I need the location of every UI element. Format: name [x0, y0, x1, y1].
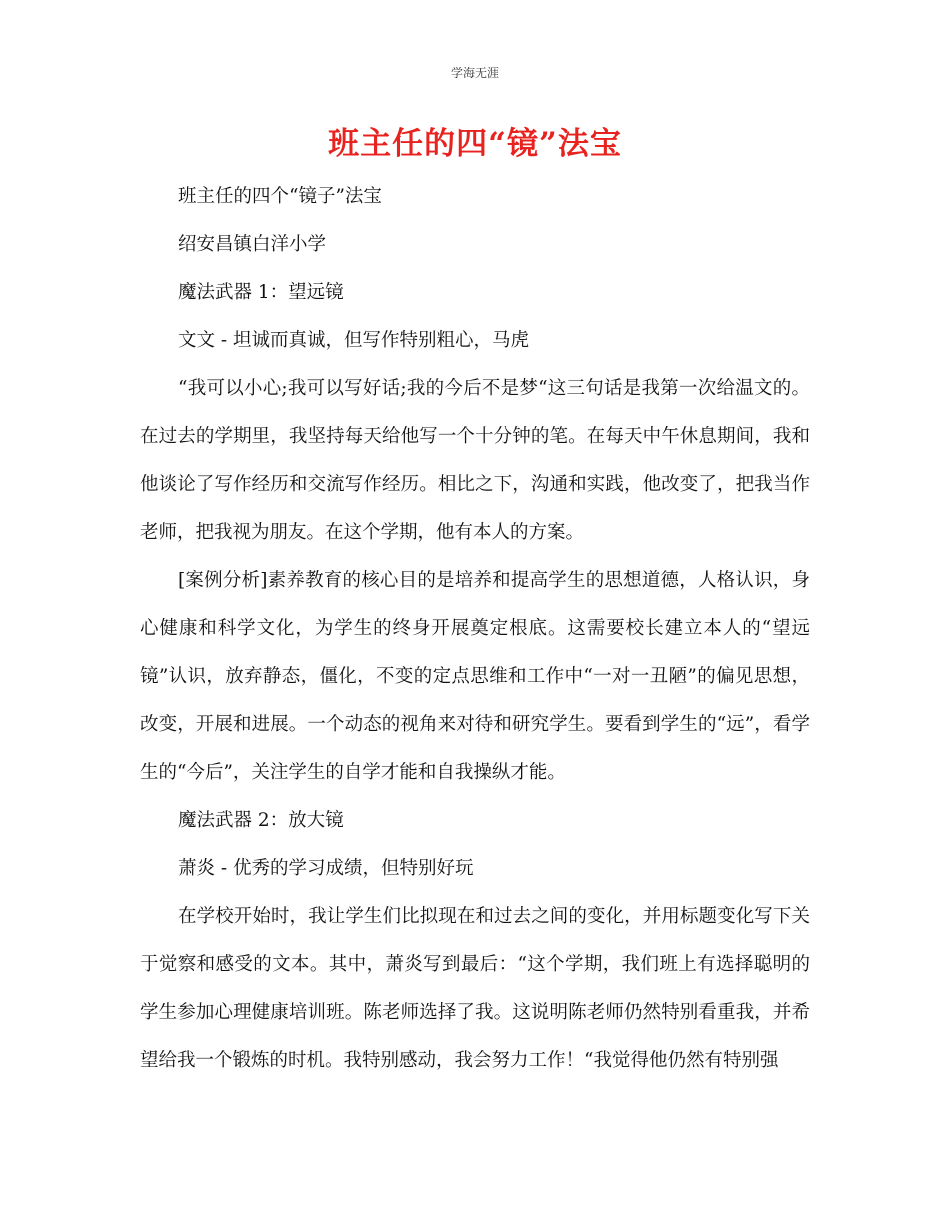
subtitle-paragraph: 班主任的四个“镜子”法宝	[178, 186, 382, 207]
document-body	[140, 173, 810, 1085]
section-heading-2: 魔法武器 2：放大镜	[178, 810, 344, 831]
body-paragraph: 在学校开始时，我让学生们比拟现在和过去之间的变化，并用标题变化写下关于觉察和感受的文本。其中，萧炎写到最后：“这个学期，我们班上有选择聪明的学生参加心理健康培训班。陈老师选择了我。这说明陈老师仍然特别看重我，并希望给我一个锻炼的时机。我特别感动，我会努力工作！“我觉得他仍然有特别强	[140, 906, 810, 1071]
body-paragraph: “我可以小心;我可以写好话;我的今后不是梦“这三句话是我第一次给温文的。在过去的学期里，我坚持每天给他写一个十分钟的笔。在每天中午休息期间，我和他谈论了写作经历和交流写作经历。相比之下，沟通和实践，他改变了，把我当作老师，把我视为朋友。在这个学期，他有本人的方案。	[140, 378, 810, 543]
school-name-paragraph: 绍安昌镇白洋小学	[178, 234, 327, 255]
student-intro-2: 萧炎 - 优秀的学习成绩，但特别好玩	[178, 858, 474, 879]
case-analysis-paragraph: [案例分析]素养教育的核心目的是培养和提高学生的思想道德，人格认识，身心健康和科学文化，为学生的终身开展奠定根底。这需要校长建立本人的“望远镜”认识，放弃静态，僵化，不变的定点思维和工作中“一对一丑陋”的偏见思想，改变，开展和进展。一个动态的视角来对待和研究学生。要看到学生的“远”，看学生的“今后”，关注学生的自学才能和自我操纵才能。	[140, 570, 810, 783]
page-header: 学海无涯	[450, 66, 499, 80]
section-heading-1: 魔法武器 1：望远镜	[178, 282, 344, 303]
document-title: 班主任的四“镜”法宝	[328, 126, 622, 162]
student-intro-1: 文文 - 坦诚而真诚，但写作特别粗心，马虎	[178, 330, 530, 351]
